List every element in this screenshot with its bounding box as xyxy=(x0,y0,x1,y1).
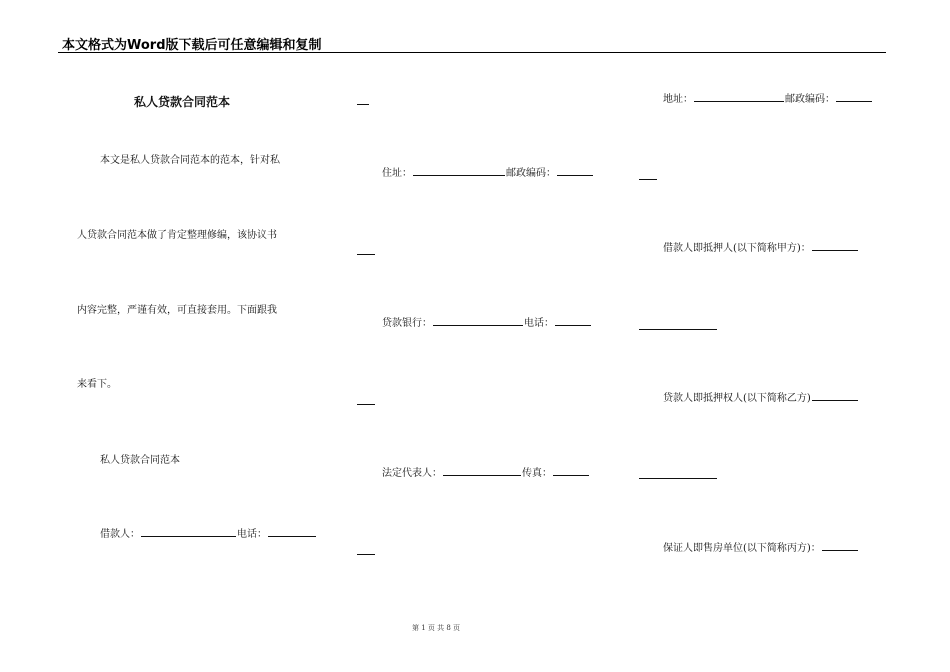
legal-rep-row xyxy=(382,468,590,480)
residence-row xyxy=(382,168,594,180)
mortgagor-row xyxy=(663,243,859,255)
fax-blank xyxy=(553,475,589,476)
mortgagee-blank xyxy=(812,400,858,401)
residence-blank xyxy=(413,175,505,176)
continuation-dash xyxy=(639,179,657,180)
postcode-label: 邮政编码： xyxy=(785,94,835,105)
continuation-dash xyxy=(357,104,369,105)
postcode-blank xyxy=(557,175,593,176)
phone-blank xyxy=(268,536,316,537)
borrower-label: 借款人： xyxy=(100,529,140,540)
continuation-dash xyxy=(357,404,375,405)
guarantor-row xyxy=(663,543,859,555)
guarantor-blank xyxy=(822,550,858,551)
mortgagee-row xyxy=(663,393,859,405)
residence-label: 住址： xyxy=(382,168,412,179)
mortgagor-label: 借款人即抵押人(以下简称甲方)： xyxy=(663,243,811,254)
continuation-dash xyxy=(639,329,717,330)
legal-rep-label: 法定代表人： xyxy=(382,468,442,479)
borrower-blank xyxy=(141,536,236,537)
mortgagee-label: 贷款人即抵押权人(以下简称乙方) xyxy=(663,393,811,404)
document-banner: 本文格式为Word版下载后可任意编辑和复制 xyxy=(62,38,322,53)
bank-blank xyxy=(433,325,523,326)
postcode-blank xyxy=(836,101,872,102)
continuation-dash xyxy=(357,254,375,255)
bank-row xyxy=(382,318,592,330)
document-title: 私人贷款合同范本 xyxy=(134,95,231,109)
borrower-row xyxy=(100,529,317,541)
guarantor-label: 保证人即售房单位(以下简称丙方)： xyxy=(663,543,821,554)
phone-label: 电话： xyxy=(524,318,554,329)
phone-blank xyxy=(555,325,591,326)
page-number: 第 1 页 共 8 页 xyxy=(412,624,461,632)
intro-line: 来看下。 xyxy=(77,379,117,390)
bank-label: 贷款银行： xyxy=(382,318,432,329)
intro-line: 本文是私人贷款合同范本的范本，针对私 xyxy=(100,155,280,166)
fax-label: 传真： xyxy=(522,468,552,479)
address-label: 地址： xyxy=(663,94,693,105)
address-row xyxy=(663,94,873,106)
continuation-dash xyxy=(639,478,717,479)
header-divider xyxy=(58,52,886,53)
legal-rep-blank xyxy=(443,475,521,476)
intro-line: 人贷款合同范本做了肯定整理修编，该协议书 xyxy=(77,230,277,241)
continuation-dash xyxy=(357,554,375,555)
postcode-label: 邮政编码： xyxy=(506,168,556,179)
section-subtitle: 私人贷款合同范本 xyxy=(100,455,180,466)
mortgagor-blank xyxy=(812,250,858,251)
address-blank xyxy=(694,101,784,102)
phone-label: 电话： xyxy=(237,529,267,540)
intro-line: 内容完整，严谨有效，可直接套用。下面跟我 xyxy=(77,305,277,316)
